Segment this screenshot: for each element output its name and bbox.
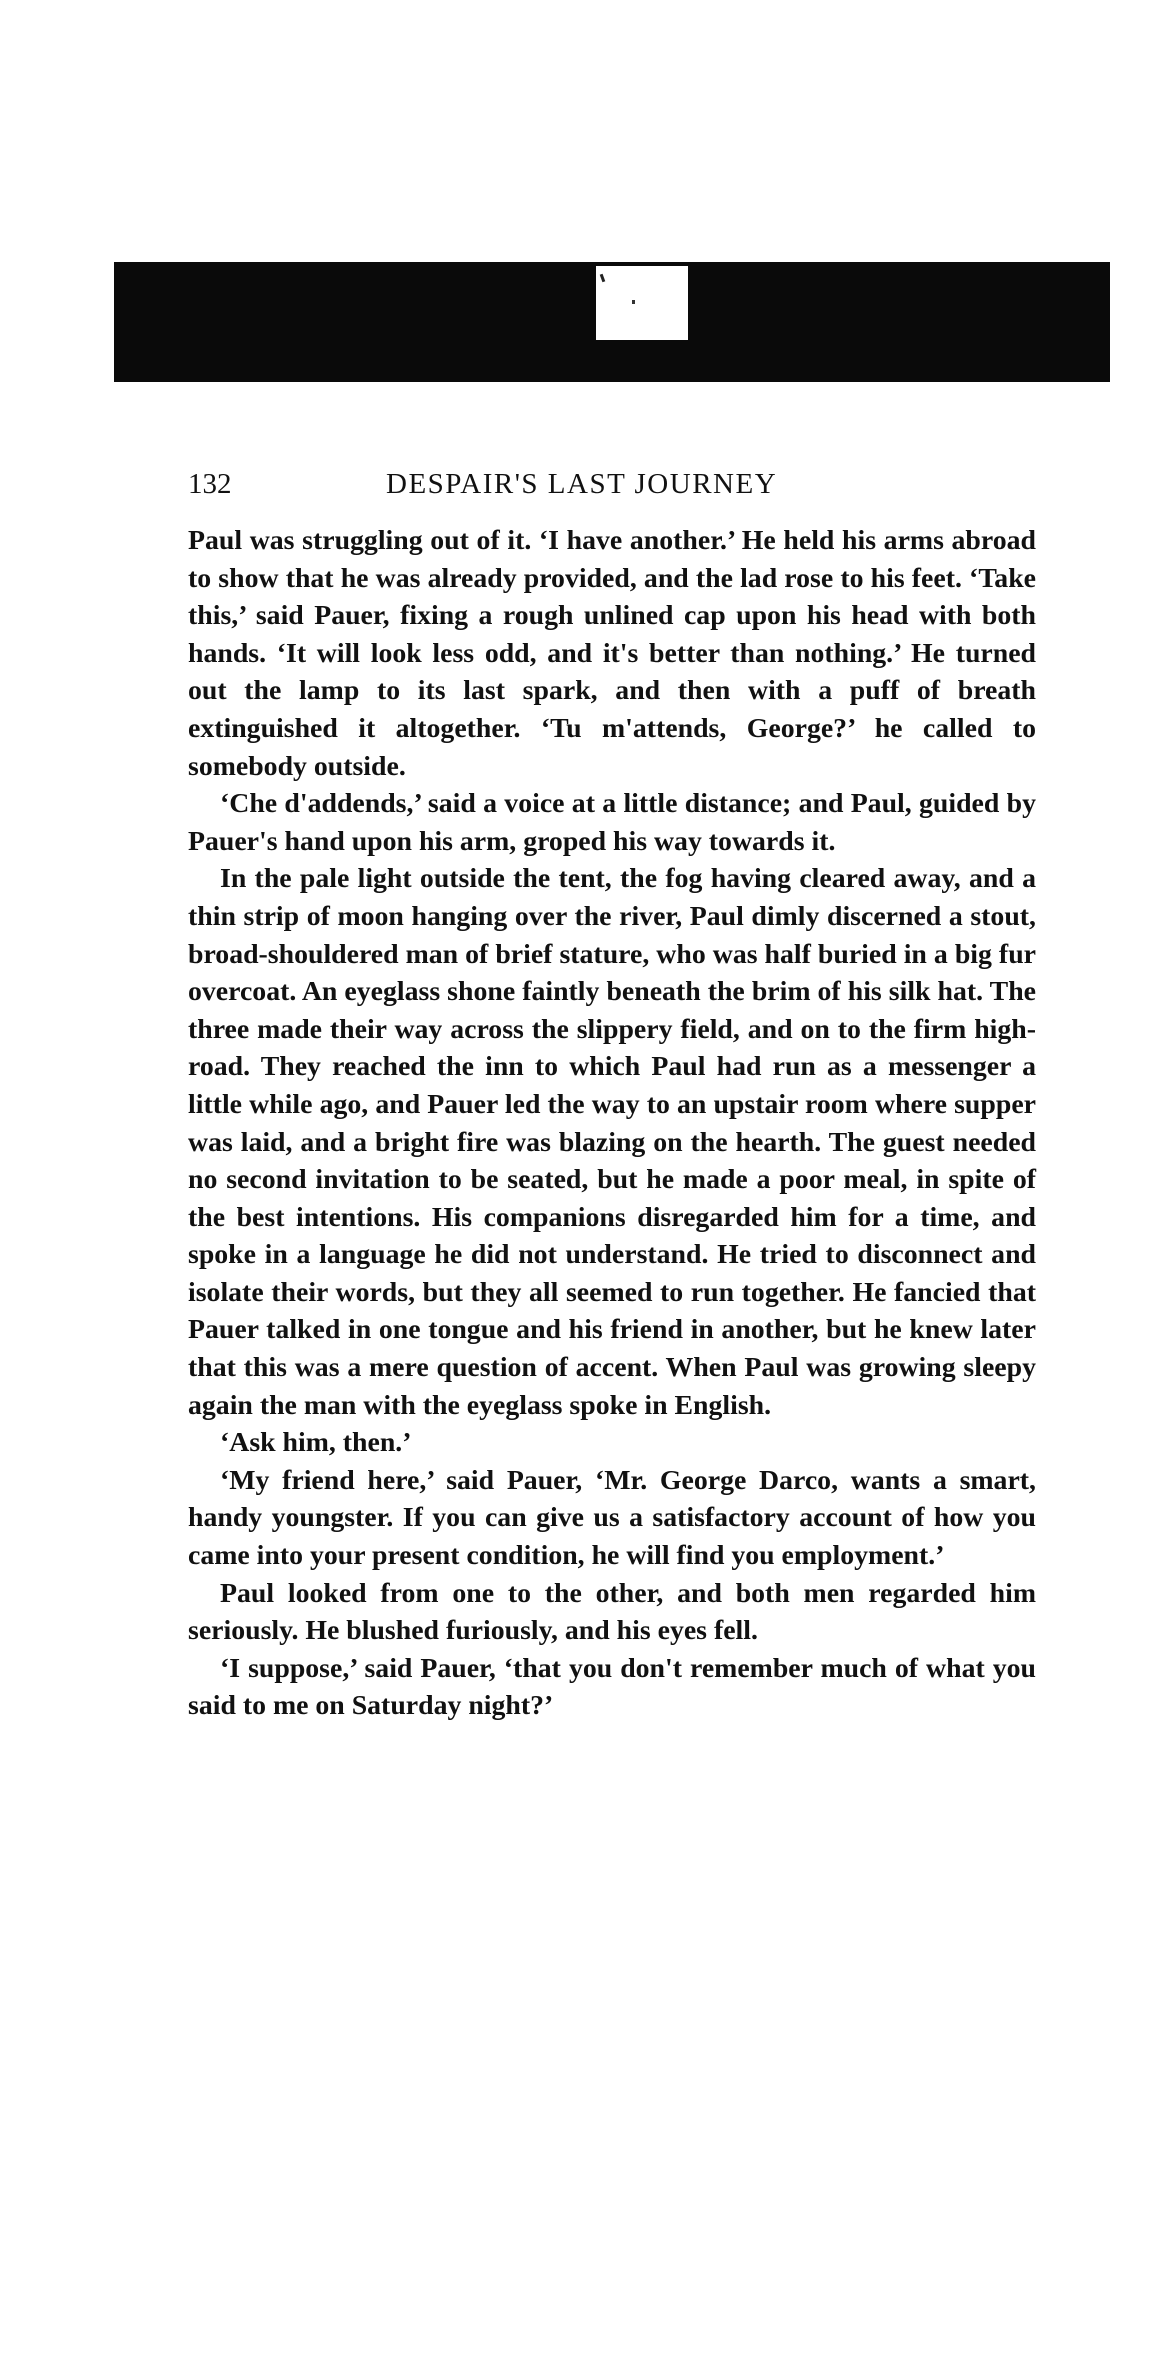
paragraph-dialogue-reply: ‘Che d'addends,’ said a voice at a little distance; and Paul, guided by Pauer's hand upon his arm, groped his way towards it. [188,788,1036,857]
body-text [188,522,1036,1725]
paragraph-friend-offer: ‘My friend here,’ said Pauer, ‘Mr. George Darco, wants a smart, handy youngster. If you can give us a satisfactory account of how you came into your present condition, he will find you employment.’ [188,1464,1036,1572]
paragraph-paul-blushes: Paul looked from one to the other, and both men regarded him seriously. He blushed furiously, and his eyes fell. [188,1577,1036,1647]
scan-paper-tab [596,266,688,340]
book-page [188,468,1036,1725]
page-number: 132 [188,468,232,500]
running-title: DESPAIR'S LAST JOURNEY [386,468,778,500]
paragraph-saturday-night: ‘I suppose,’ said Pauer, ‘that you don't remember much of what you said to me on Saturday night?’ [188,1652,1036,1722]
running-head [188,468,1036,518]
paragraph-continuation: Paul was struggling out of it. ‘I have another.’ He held his arms abroad to show that he was already provided, and the lad rose to his feet. ‘Take this,’ said Pauer, fixing a rough unlined cap upon his head with both hands. ‘It will look less odd, and it's better than nothing.’ He turned out the lamp to its last spark, and then with a puff of breath extinguished it altogether. ‘Tu m'attends, George?’ he called to somebody outside. [188,525,1036,782]
paragraph-inn-scene: In the pale light outside the tent, the fog having cleared away, and a thin strip of moon hanging over the river, Paul dimly discerned a stout, broad-shouldered man of brief stature, who was half buried in a big fur overcoat. An eyeglass shone faintly beneath the brim of his silk hat. The three made their way across the slippery field, and on to the firm high-road. They reached the inn to which Paul had run as a messenger a little while ago, and Pauer led the way to an upstair room where supper was laid, and a bright fire was blazing on the hearth. The guest needed no second invitation to be seated, but he made a poor meal, in spite of the best intentions. His companions disregarded him for a time, and spoke in a language he did not understand. He tried to disconnect and isolate their words, but they all seemed to run together. He fancied that Pauer talked in one tongue and his friend in another, but he knew later that this was a mere question of accent. When Paul was growing sleepy again the man with the eyeglass spoke in English. [188,863,1036,1421]
paragraph-ask-him: ‘Ask him, then.’ [220,1427,412,1459]
